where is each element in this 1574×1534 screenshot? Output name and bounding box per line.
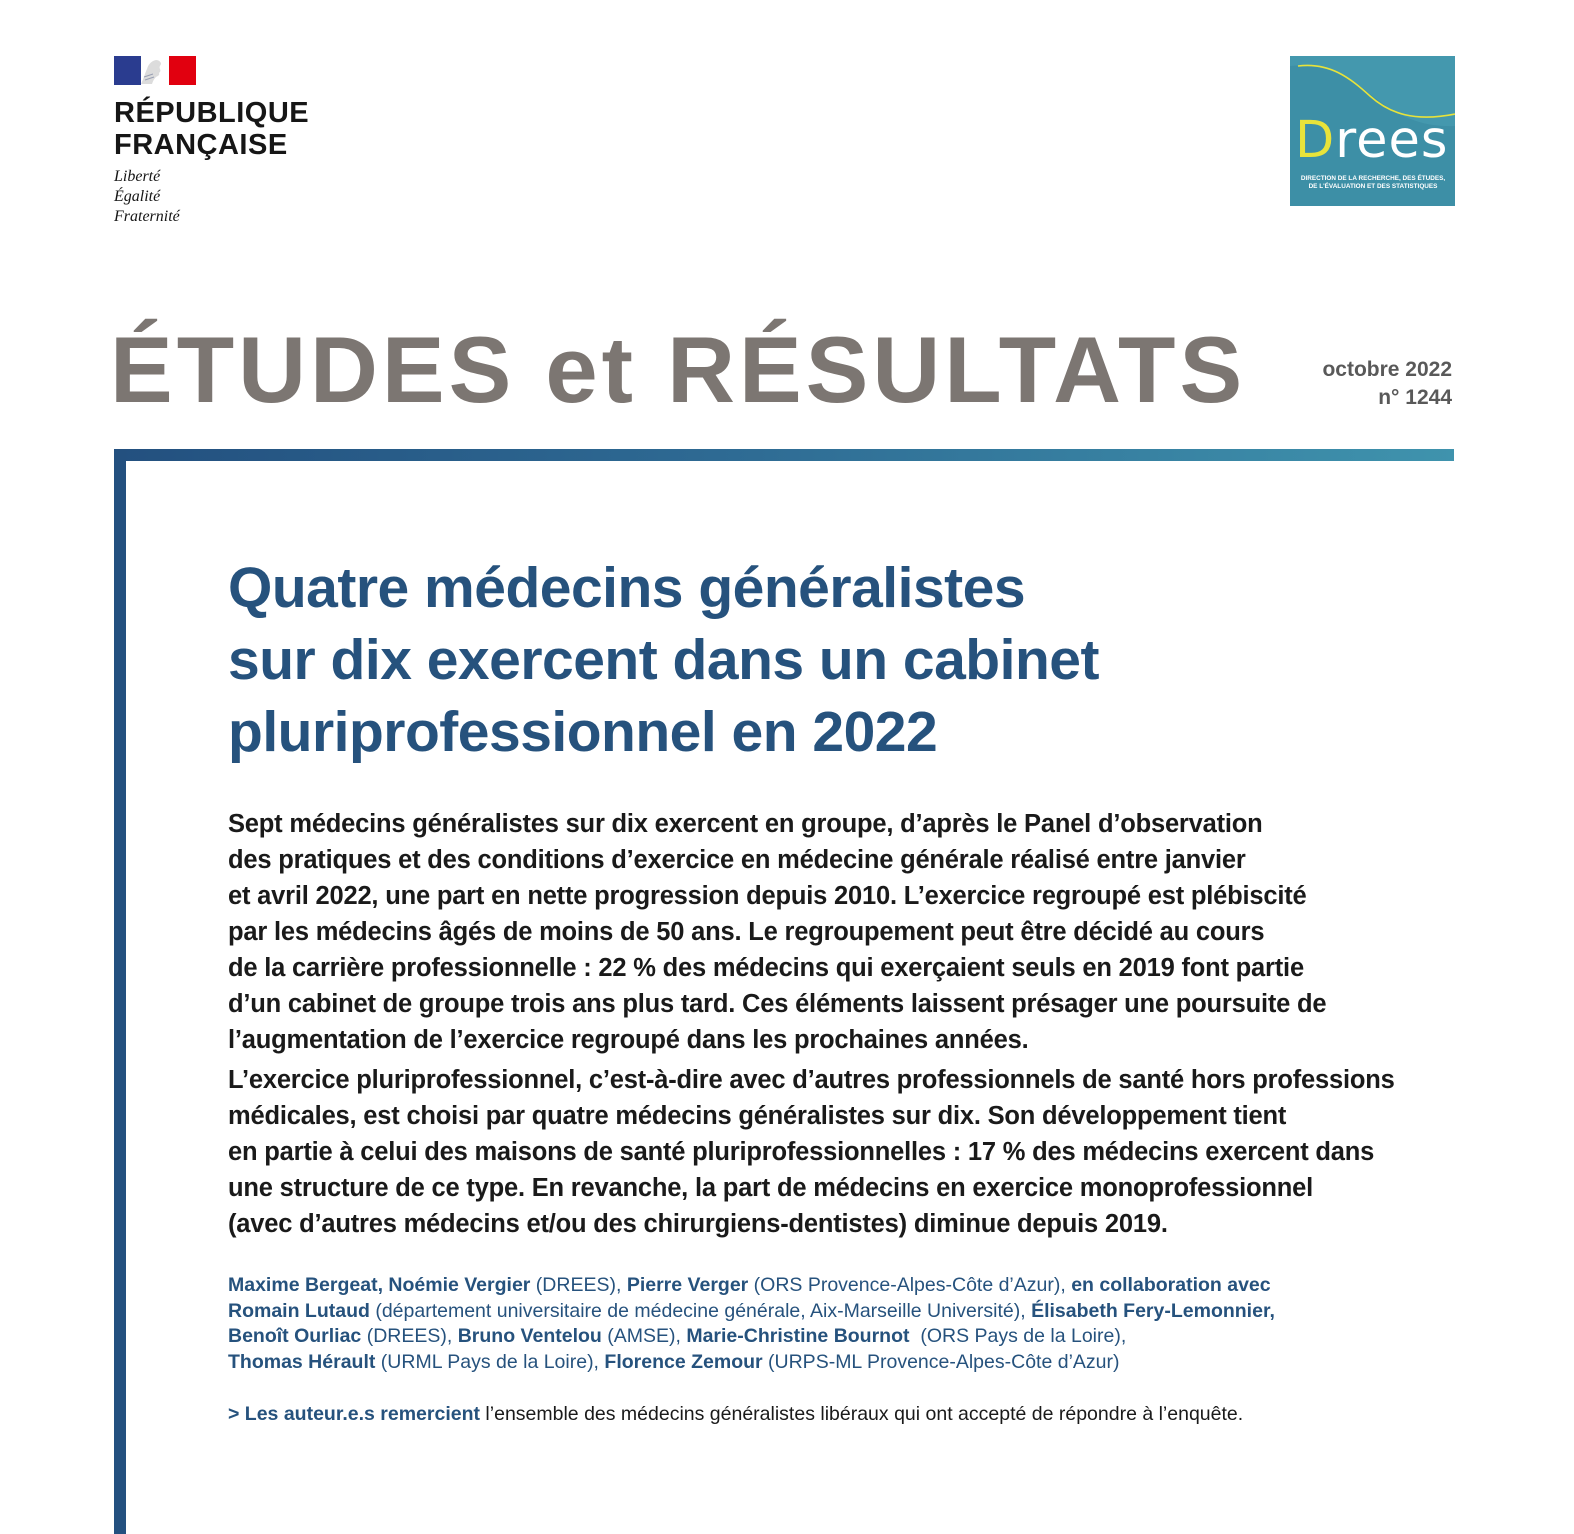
issue-info	[1322, 356, 1452, 412]
author-name: Benoît Ourliac	[228, 1325, 362, 1347]
frame-left-bar	[114, 449, 126, 1534]
authors-line	[228, 1273, 1458, 1299]
authors-line	[228, 1299, 1458, 1325]
republique-motto	[114, 167, 374, 227]
republique-francaise-name	[114, 97, 374, 161]
collaboration-label: en collaboration avec	[1071, 1274, 1271, 1296]
drees-subtitle	[1296, 175, 1450, 191]
summary-paragraph-2	[228, 1062, 1448, 1242]
rf-name-line1: RÉPUBLIQUE	[114, 97, 310, 129]
summary-line: en partie à celui des maisons de santé pluriprofessionnelles : 17 % des médecins exercent dans	[228, 1138, 1375, 1166]
acknowledgements-lead: > Les auteur.e.s remercient	[228, 1403, 481, 1425]
series-title: ÉTUDES et RÉSULTATS	[110, 317, 1247, 422]
motto-egalite: Égalité	[114, 188, 161, 205]
author-affiliation: (département universitaire de médecine générale, Aix-Marseille Université),	[369, 1299, 1032, 1322]
author-name: Bruno Ventelou	[457, 1325, 602, 1347]
issue-date: octobre 2022	[1322, 358, 1452, 381]
authors-line	[228, 1324, 1458, 1350]
drees-subtitle-line2: DE L'ÉVALUATION ET DES STATISTIQUES	[1308, 183, 1438, 190]
author-name: Élisabeth Fery-Lemonnier,	[1031, 1299, 1275, 1322]
author-name: Pierre Verger	[626, 1274, 749, 1296]
acknowledgements-text: l’ensemble des médecins généralistes libéraux qui ont accepté de répondre à l’enquête.	[480, 1403, 1244, 1425]
summary-line: et avril 2022, une part en nette progression depuis 2010. L’exercice regroupé est plébiscité	[228, 882, 1307, 910]
author-name: Maxime Bergeat, Noémie Vergier	[228, 1274, 531, 1296]
author-affiliation: (URML Pays de la Loire),	[375, 1350, 605, 1373]
author-affiliation: (AMSE),	[601, 1325, 687, 1347]
drees-wordmark-d: D	[1295, 111, 1336, 170]
author-name: Romain Lutaud	[228, 1299, 370, 1322]
summary	[228, 806, 1448, 1242]
author-affiliation: (ORS Pays de la Loire),	[909, 1325, 1127, 1347]
author-affiliation: (DREES),	[361, 1325, 458, 1347]
article-title-line: pluriprofessionnel en 2022	[228, 700, 938, 764]
author-affiliation: (DREES),	[530, 1274, 627, 1296]
article-title	[228, 552, 1328, 768]
drees-wordmark-rest: rees	[1335, 111, 1449, 170]
article-title-line: Quatre médecins généralistes	[228, 556, 1026, 620]
summary-line: d’un cabinet de groupe trois ans plus tard. Ces éléments laissent présager une poursuite de	[228, 990, 1327, 1018]
summary-line: L’exercice pluriprofessionnel, c’est-à-dire avec d’autres professionnels de santé hors professions	[228, 1066, 1395, 1094]
summary-line: (avec d’autres médecins et/ou des chirurgiens-dentistes) diminue depuis 2019.	[228, 1210, 1168, 1238]
drees-logo	[1290, 56, 1455, 206]
summary-line: médicales, est choisi par quatre médecins généralistes sur dix. Son développement tient	[228, 1102, 1287, 1130]
article-title-line: sur dix exercent dans un cabinet	[228, 628, 1099, 692]
motto-fraternite: Fraternité	[114, 208, 180, 225]
summary-line: une structure de ce type. En revanche, la part de médecins en exercice monoprofessionnel	[228, 1174, 1313, 1202]
authors	[228, 1273, 1458, 1375]
summary-paragraph-1	[228, 806, 1448, 1058]
summary-line: des pratiques et des conditions d’exercice en médecine générale réalisé entre janvier	[228, 846, 1246, 874]
summary-line: Sept médecins généralistes sur dix exercent en groupe, d’après le Panel d’observation	[228, 810, 1263, 838]
motto-liberte: Liberté	[114, 168, 161, 185]
issue-number: n° 1244	[1378, 386, 1452, 409]
summary-line: l’augmentation de l’exercice regroupé dans les prochaines années.	[228, 1026, 1029, 1054]
summary-line: de la carrière professionnelle : 22 % des médecins qui exerçaient seuls en 2019 font partie	[228, 954, 1304, 982]
author-name: Thomas Hérault	[228, 1350, 376, 1373]
author-name: Marie-Christine Bournot	[686, 1325, 910, 1347]
rf-name-line2: FRANÇAISE	[114, 129, 288, 161]
author-affiliation: (URPS-ML Provence-Alpes-Côte d’Azur)	[762, 1350, 1120, 1373]
author-name: Florence Zemour	[604, 1350, 763, 1373]
drees-subtitle-line1: DIRECTION DE LA RECHERCHE, DES ÉTUDES,	[1300, 175, 1446, 182]
author-affiliation: (ORS Provence-Alpes-Côte d’Azur),	[748, 1274, 1072, 1296]
authors-line	[228, 1350, 1458, 1376]
drees-wordmark	[1295, 112, 1448, 170]
republique-francaise-logo	[114, 56, 374, 227]
acknowledgements	[228, 1402, 1458, 1427]
summary-line: par les médecins âgés de moins de 50 ans. Le regroupement peut être décidé au cours	[228, 918, 1265, 946]
frame-top-bar	[114, 449, 1454, 461]
marianne-flag-icon	[114, 56, 196, 85]
